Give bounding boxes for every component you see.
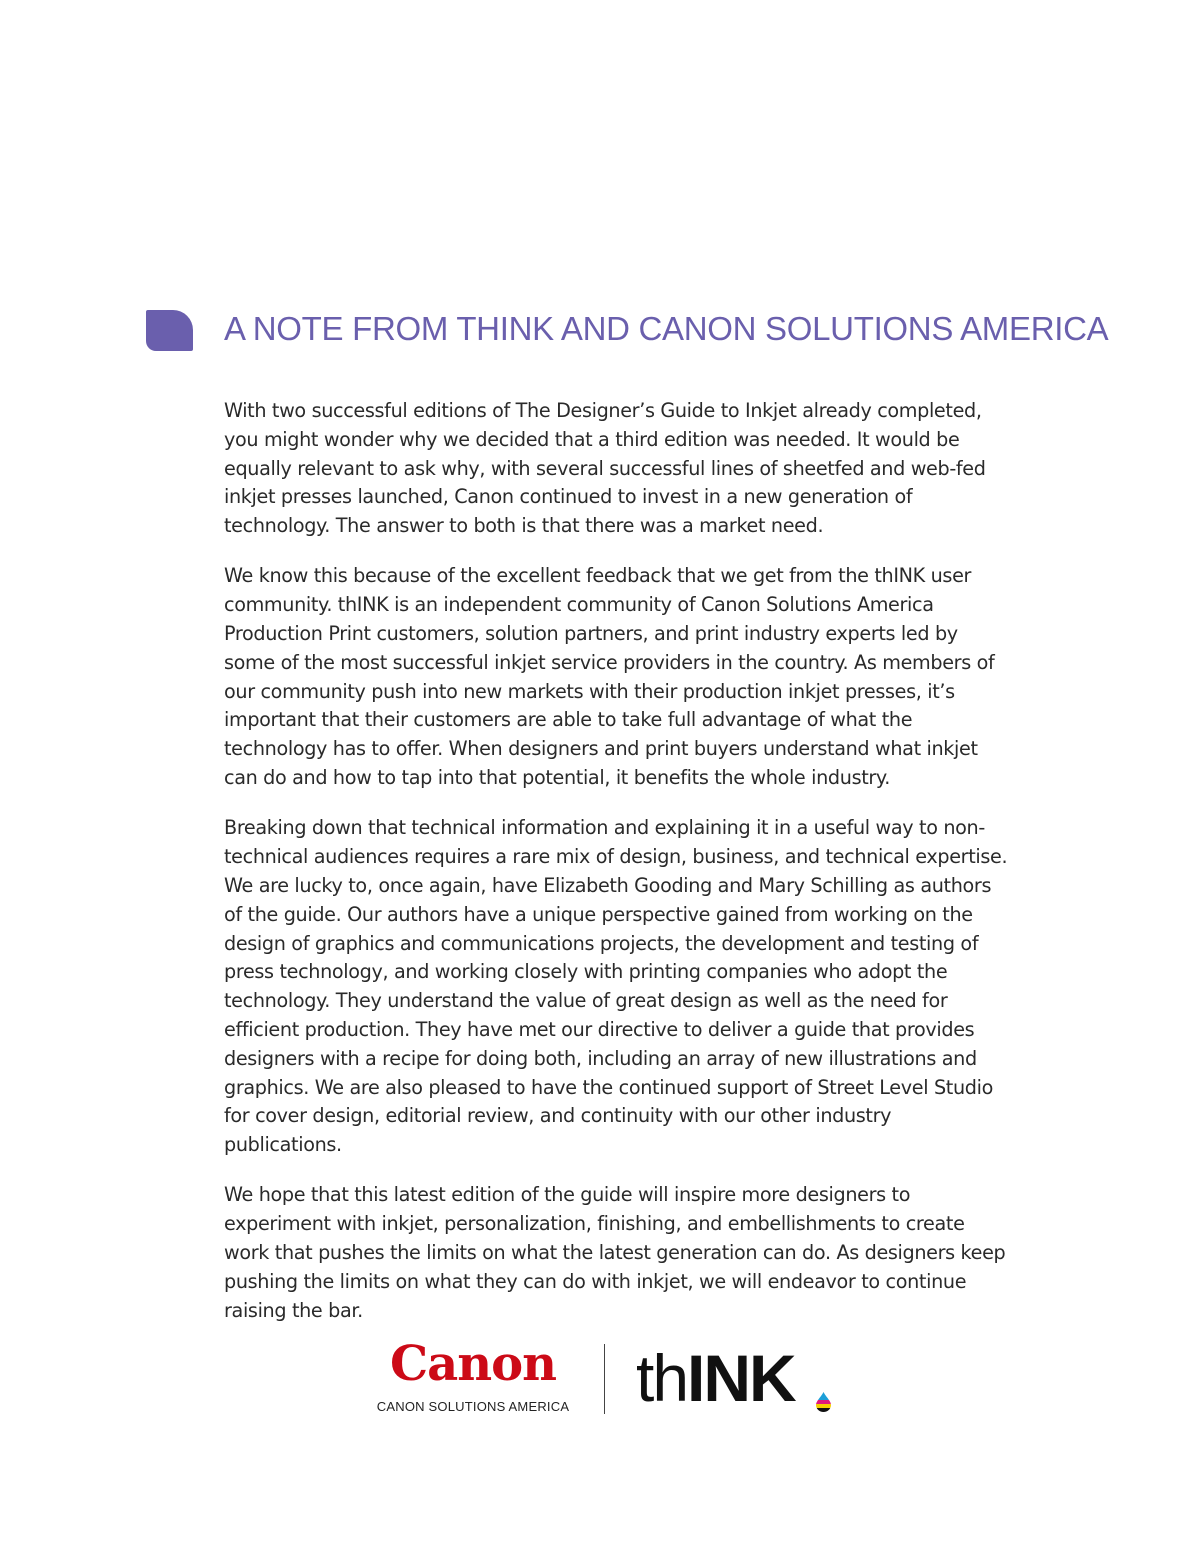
body-text <box>224 397 1014 1347</box>
page-heading: A NOTE FROM THINK AND CANON SOLUTIONS AMERICA <box>224 310 1109 347</box>
paragraph: We know this because of the excellent feedback that we get from the thINK user community. thINK is an independent community of Canon Solutions America Production Print customers, solution partners, and print industry experts led by some of the most successful inkjet service providers in the country. As members of our community push into new markets with their production inkjet presses, it’s important that their customers are able to take full advantage of what the technology has to offer. When designers and print buyers understand what inkjet can do and how to tap into that potential, it benefits the whole industry. <box>224 564 995 790</box>
think-logo <box>636 1338 795 1418</box>
canon-solutions-america-label: CANON SOLUTIONS AMERICA <box>376 1399 570 1414</box>
think-logo-prefix: th <box>636 1341 688 1415</box>
paragraph: With two successful editions of The Designer’s Guide to Inkjet already completed, you might wonder why we decided that a third edition was needed. It would be equally relevant to ask why, with several successful lines of sheetfed and web-fed inkjet presses launched, Canon continued to invest in a new generation of technology. The answer to both is that there was a market need. <box>224 399 986 538</box>
ink-drop-icon <box>816 1392 831 1412</box>
logo-divider <box>604 1344 605 1414</box>
heading-marker-shape <box>146 310 193 351</box>
footer-logos <box>360 1330 860 1430</box>
think-logo-suffix: INK <box>687 1341 795 1415</box>
paragraph: Breaking down that technical information and explaining it in a useful way to non-technical audiences requires a rare mix of design, business, and technical expertise. We are lucky to, once again, have Elizabeth Gooding and Mary Schilling as authors of the guide. Our authors have a unique perspective gained from working on the design of graphics and communications projects, the development and testing of press technology, and working closely with printing companies who adopt the technology. They understand the value of great design as well as the need for efficient production. They have met our directive to deliver a guide that provides designers with a recipe for doing both, including an array of new illustrations and graphics. We are also pleased to have the continued support of Street Level Studio for cover design, editorial review, and continuity with our other industry publications. <box>224 816 1008 1157</box>
canon-logo: Canon <box>389 1336 557 1392</box>
paragraph: We hope that this latest edition of the guide will inspire more designers to experiment with inkjet, personalization, finishing, and embellishments to create work that pushes the limits on what the latest generation can do. As designers keep pushing the limits on what they can do with inkjet, we will endeavor to continue raising the bar. <box>224 1183 1006 1322</box>
